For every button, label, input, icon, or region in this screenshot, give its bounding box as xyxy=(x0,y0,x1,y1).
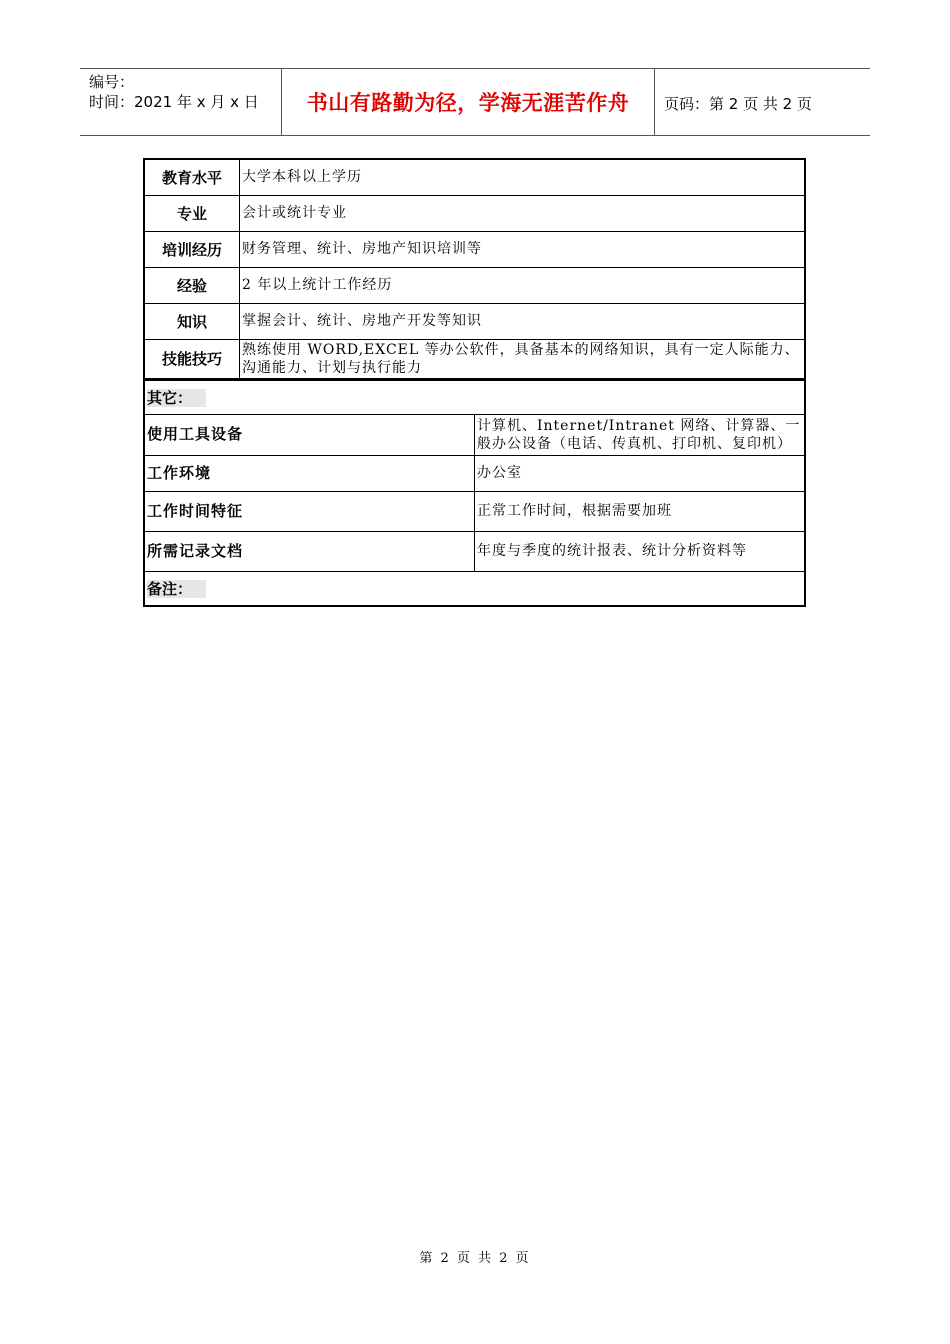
page-footer: 第 2 页 共 2 页 xyxy=(419,1251,531,1266)
section-row-remarks xyxy=(144,571,805,606)
table-row xyxy=(144,159,805,195)
header-divider-right xyxy=(654,68,655,136)
table-row xyxy=(144,531,805,571)
row-value: 2 年以上统计工作经历 xyxy=(240,267,806,303)
remarks-section-cell xyxy=(144,571,805,606)
other-section-title: 其它： xyxy=(147,389,206,407)
row-value: 会计或统计专业 xyxy=(240,195,806,231)
table-row xyxy=(144,231,805,267)
document-number-label: 编号： xyxy=(89,73,135,91)
row-label: 经验 xyxy=(144,267,240,303)
row-label: 工作环境 xyxy=(144,455,475,491)
table-row xyxy=(144,339,805,379)
row-label: 使用工具设备 xyxy=(144,414,475,455)
table-row xyxy=(144,414,805,455)
row-label: 培训经历 xyxy=(144,231,240,267)
other-section-cell xyxy=(144,380,805,414)
row-label: 教育水平 xyxy=(144,159,240,195)
header-left-block xyxy=(89,72,259,112)
row-value: 熟练使用 WORD,EXCEL 等办公软件，具备基本的网络知识，具有一定人际能力、沟通能力、计划与执行能力 xyxy=(240,339,806,379)
table-row xyxy=(144,195,805,231)
row-value: 财务管理、统计、房地产知识培训等 xyxy=(240,231,806,267)
row-value: 办公室 xyxy=(475,455,806,491)
remarks-label: 备注： xyxy=(147,580,206,598)
table-row xyxy=(144,455,805,491)
row-value: 计算机、Internet/Intranet 网络、计算器、一般办公设备（电话、传真机、打印机、复印机） xyxy=(475,414,806,455)
table-row xyxy=(144,491,805,531)
row-value: 正常工作时间，根据需要加班 xyxy=(475,491,806,531)
requirements-table xyxy=(143,158,806,380)
document-date: 时间：2021 年 x 月 x 日 xyxy=(89,93,259,111)
row-value: 大学本科以上学历 xyxy=(240,159,806,195)
header-motto: 书山有路勤为径，学海无涯苦作舟 xyxy=(306,91,630,115)
table-row xyxy=(144,267,805,303)
row-label: 工作时间特征 xyxy=(144,491,475,531)
other-table xyxy=(143,379,806,607)
header-page-info: 页码：第 2 页 共 2 页 xyxy=(664,95,812,113)
row-label: 所需记录文档 xyxy=(144,531,475,571)
table-row xyxy=(144,303,805,339)
row-label: 技能技巧 xyxy=(144,339,240,379)
row-label: 专业 xyxy=(144,195,240,231)
row-value: 年度与季度的统计报表、统计分析资料等 xyxy=(475,531,806,571)
row-value: 掌握会计、统计、房地产开发等知识 xyxy=(240,303,806,339)
row-label: 知识 xyxy=(144,303,240,339)
section-row-other xyxy=(144,380,805,414)
